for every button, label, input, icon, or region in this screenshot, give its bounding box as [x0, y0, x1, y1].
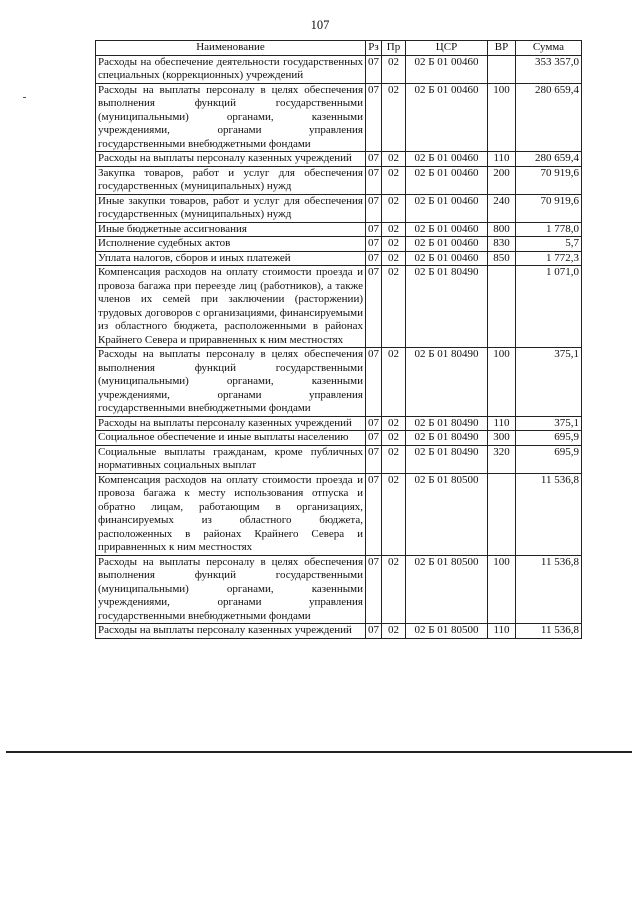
cell-rz: 07	[366, 237, 382, 252]
cell-vr	[488, 266, 516, 348]
cell-vr: 100	[488, 555, 516, 624]
table-row	[96, 266, 582, 348]
cell-csr: 02 Б 01 80490	[406, 431, 488, 446]
page-number: 107	[310, 18, 330, 32]
cell-csr: 02 Б 01 80490	[406, 416, 488, 431]
budget-table	[95, 40, 582, 639]
cell-name: Расходы на обеспечение деятельности государственных специальных (коррекционных) учреждений	[96, 55, 366, 83]
cell-csr: 02 Б 01 80500	[406, 624, 488, 639]
header-csr: ЦСР	[406, 41, 488, 56]
cell-name: Иные бюджетные ассигнования	[96, 222, 366, 237]
cell-name: Компенсация расходов на оплату стоимости проезда и провоза багажа при переезде лиц (работников), а также членов их семей при заключении (расторжении) трудовых договоров с организациями, финансируемыми из областного бюджета, расположенными в районах Крайнего Севера и приравненных к ним местностях	[96, 266, 366, 348]
cell-sum: 280 659,4	[516, 83, 582, 152]
header-sum: Сумма	[516, 41, 582, 56]
cell-csr: 02 Б 01 80490	[406, 266, 488, 348]
table-row	[96, 624, 582, 639]
cell-vr: 110	[488, 152, 516, 167]
table-row	[96, 152, 582, 167]
cell-vr: 320	[488, 445, 516, 473]
cell-pr: 02	[382, 83, 406, 152]
cell-vr	[488, 473, 516, 555]
cell-csr: 02 Б 01 00460	[406, 55, 488, 83]
table-body	[96, 55, 582, 638]
cell-rz: 07	[366, 555, 382, 624]
cell-pr: 02	[382, 555, 406, 624]
header-name: Наименование	[96, 41, 366, 56]
cell-csr: 02 Б 01 80500	[406, 555, 488, 624]
cell-rz: 07	[366, 83, 382, 152]
cell-name: Расходы на выплаты персоналу казенных учреждений	[96, 416, 366, 431]
cell-vr: 110	[488, 624, 516, 639]
cell-vr: 100	[488, 83, 516, 152]
table-row	[96, 431, 582, 446]
cell-name: Расходы на выплаты персоналу казенных учреждений	[96, 624, 366, 639]
cell-pr: 02	[382, 416, 406, 431]
cell-csr: 02 Б 01 00460	[406, 83, 488, 152]
cell-rz: 07	[366, 416, 382, 431]
cell-pr: 02	[382, 237, 406, 252]
cell-pr: 02	[382, 266, 406, 348]
cell-sum: 695,9	[516, 445, 582, 473]
cell-sum: 11 536,8	[516, 473, 582, 555]
cell-name: Компенсация расходов на оплату стоимости проезда и провоза багажа к месту использования отпуска и обратно лицам, работающим в организациях, финансируемых из областного бюджета, расположенных в районах Крайнего Севера и приравненных к ним местностях	[96, 473, 366, 555]
table-row	[96, 237, 582, 252]
cell-rz: 07	[366, 55, 382, 83]
cell-name: Расходы на выплаты персоналу в целях обеспечения выполнения функций государственными (муниципальными) органами, казенными учреждениями, органами управления государственными внебюджетными фондами	[96, 555, 366, 624]
cell-sum: 1 778,0	[516, 222, 582, 237]
cell-pr: 02	[382, 251, 406, 266]
table-row	[96, 166, 582, 194]
cell-rz: 07	[366, 473, 382, 555]
cell-vr: 300	[488, 431, 516, 446]
cell-name: Исполнение судебных актов	[96, 237, 366, 252]
cell-pr: 02	[382, 473, 406, 555]
cell-csr: 02 Б 01 00460	[406, 194, 488, 222]
header-vr: ВР	[488, 41, 516, 56]
cell-vr: 800	[488, 222, 516, 237]
cell-sum: 5,7	[516, 237, 582, 252]
cell-sum: 375,1	[516, 416, 582, 431]
cell-sum: 280 659,4	[516, 152, 582, 167]
cell-csr: 02 Б 01 00460	[406, 237, 488, 252]
cell-rz: 07	[366, 152, 382, 167]
cell-rz: 07	[366, 445, 382, 473]
cell-name: Расходы на выплаты персоналу в целях обеспечения выполнения функций государственными (муниципальными) органами, казенными учреждениями, органами управления государственными внебюджетными фондами	[96, 348, 366, 417]
cell-pr: 02	[382, 152, 406, 167]
cell-pr: 02	[382, 445, 406, 473]
cell-sum: 11 536,8	[516, 624, 582, 639]
cell-vr: 850	[488, 251, 516, 266]
cell-rz: 07	[366, 266, 382, 348]
cell-name: Уплата налогов, сборов и иных платежей	[96, 251, 366, 266]
table-row	[96, 473, 582, 555]
table-row	[96, 83, 582, 152]
cell-sum: 375,1	[516, 348, 582, 417]
cell-csr: 02 Б 01 80490	[406, 348, 488, 417]
cell-sum: 11 536,8	[516, 555, 582, 624]
table-row	[96, 348, 582, 417]
cell-pr: 02	[382, 166, 406, 194]
cell-rz: 07	[366, 348, 382, 417]
header-rz: Рз	[366, 41, 382, 56]
cell-csr: 02 Б 01 00460	[406, 166, 488, 194]
cell-vr: 830	[488, 237, 516, 252]
cell-pr: 02	[382, 624, 406, 639]
cell-sum: 1 772,3	[516, 251, 582, 266]
cell-csr: 02 Б 01 00460	[406, 222, 488, 237]
cell-name: Иные закупки товаров, работ и услуг для обеспечения государственных (муниципальных) нужд	[96, 194, 366, 222]
header-pr: Пр	[382, 41, 406, 56]
table-row	[96, 416, 582, 431]
cell-vr: 240	[488, 194, 516, 222]
cell-rz: 07	[366, 222, 382, 237]
cell-rz: 07	[366, 431, 382, 446]
cell-sum: 1 071,0	[516, 266, 582, 348]
cell-vr: 100	[488, 348, 516, 417]
cell-csr: 02 Б 01 80490	[406, 445, 488, 473]
cell-name: Социальные выплаты гражданам, кроме публичных нормативных социальных выплат	[96, 445, 366, 473]
cell-sum: 70 919,6	[516, 166, 582, 194]
cell-name: Расходы на выплаты персоналу казенных учреждений	[96, 152, 366, 167]
table-row	[96, 222, 582, 237]
bottom-divider	[6, 751, 632, 753]
margin-mark	[23, 97, 26, 98]
table-row	[96, 194, 582, 222]
cell-rz: 07	[366, 251, 382, 266]
cell-name: Социальное обеспечение и иные выплаты населению	[96, 431, 366, 446]
cell-sum: 695,9	[516, 431, 582, 446]
cell-rz: 07	[366, 194, 382, 222]
cell-csr: 02 Б 01 00460	[406, 251, 488, 266]
cell-rz: 07	[366, 624, 382, 639]
cell-pr: 02	[382, 55, 406, 83]
cell-vr: 200	[488, 166, 516, 194]
cell-name: Закупка товаров, работ и услуг для обеспечения государственных (муниципальных) нужд	[96, 166, 366, 194]
cell-pr: 02	[382, 348, 406, 417]
cell-pr: 02	[382, 431, 406, 446]
cell-vr: 110	[488, 416, 516, 431]
cell-vr	[488, 55, 516, 83]
table-row	[96, 555, 582, 624]
cell-name: Расходы на выплаты персоналу в целях обеспечения выполнения функций государственными (муниципальными) органами, казенными учреждениями, органами управления государственными внебюджетными фондами	[96, 83, 366, 152]
cell-sum: 70 919,6	[516, 194, 582, 222]
cell-pr: 02	[382, 194, 406, 222]
cell-sum: 353 357,0	[516, 55, 582, 83]
table-row	[96, 55, 582, 83]
table-row	[96, 445, 582, 473]
table-header-row	[96, 41, 582, 56]
cell-csr: 02 Б 01 00460	[406, 152, 488, 167]
table-row	[96, 251, 582, 266]
cell-rz: 07	[366, 166, 382, 194]
cell-csr: 02 Б 01 80500	[406, 473, 488, 555]
cell-pr: 02	[382, 222, 406, 237]
